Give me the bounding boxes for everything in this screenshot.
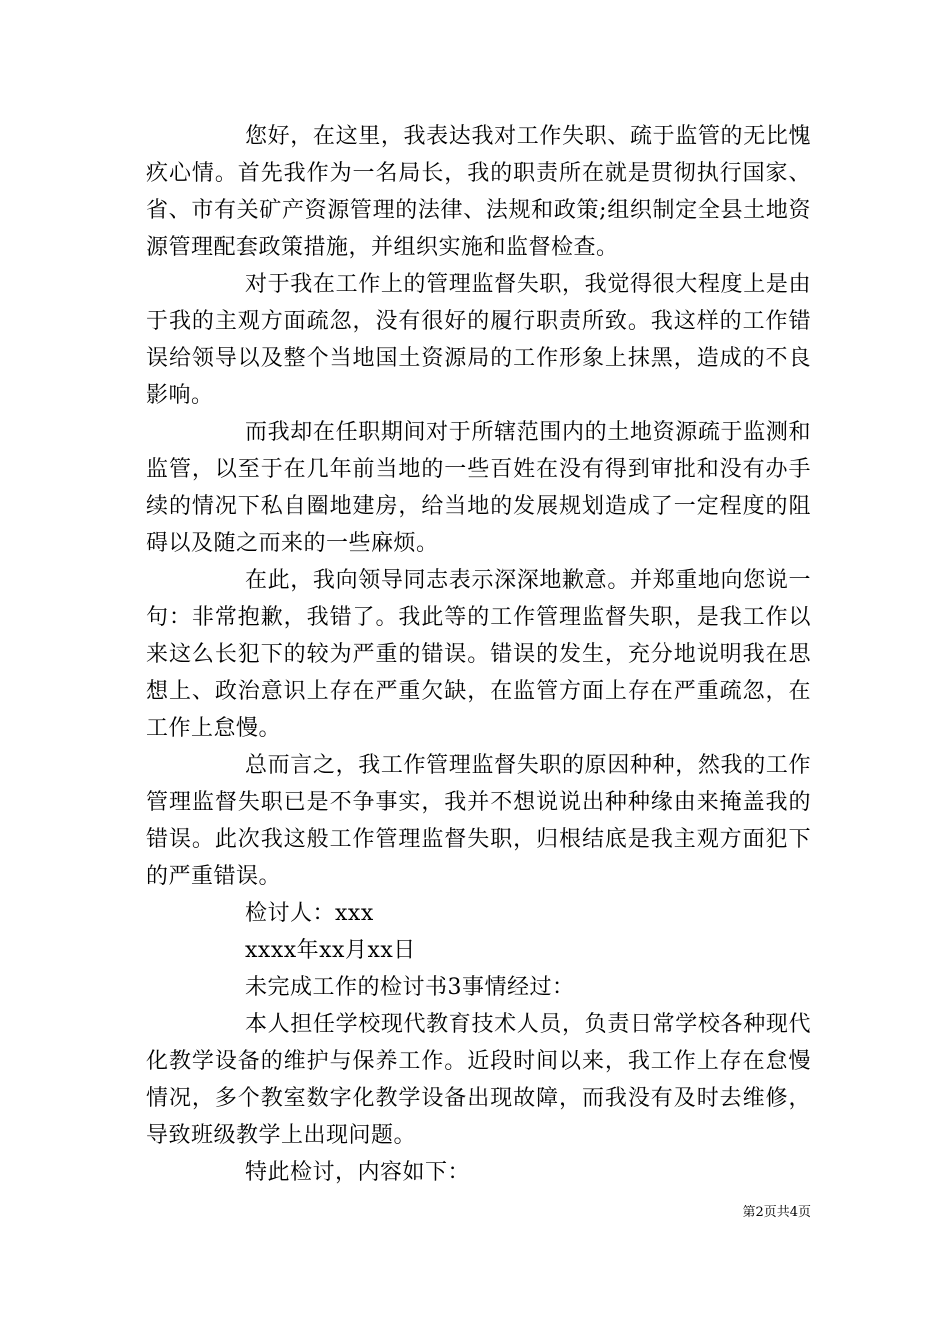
date-line: xxxx年xx月xx日 xyxy=(245,938,416,963)
paragraph-greeting: 您好，在这里，我表达我对工作失职、疏于监管的无比愧疚心情。首先我作为一名局长，我的职责所在就是贯彻执行国家、省、市有关矿产资源管理的法律、法规和政策;组织制定全县土地资源管理配套政策措施，并组织实施和监督检查。 xyxy=(146,124,811,260)
document-body xyxy=(146,118,811,1191)
paragraph-conclusion: 总而言之，我工作管理监督失职的原因种种，然我的工作管理监督失职已是不争事实，我并不想说说出种种缘由来掩盖我的错误。此次我这般工作管理监督失职，归根结底是我主观方面犯下的严重错误。 xyxy=(146,753,811,889)
paragraph-apology: 在此，我向领导同志表示深深地歉意。并郑重地向您说一句：非常抱歉，我错了。我此等的工作管理监督失职，是我工作以来这么长犯下的较为严重的错误。错误的发生，充分地说明我在思想上、政治意识上存在严重欠缺，在监管方面上存在严重疏忽，在工作上怠慢。 xyxy=(146,568,811,741)
paragraph-land-supervision: 而我却在任职期间对于所辖范围内的土地资源疏于监测和监管，以至于在几年前当地的一些百姓在没有得到审批和没有办手续的情况下私自圈地建房，给当地的发展规划造成了一定程度的阻碍以及随之而来的一些麻烦。 xyxy=(146,420,811,556)
page-number: 第2页共4页 xyxy=(742,1205,811,1220)
paragraph-technician: 本人担任学校现代教育技术人员，负责日常学校各种现代化教学设备的维护与保养工作。近段时间以来，我工作上存在怠慢情况，多个教室数字化教学设备出现故障，而我没有及时去维修，导致班级教学上出现问题。 xyxy=(146,1012,811,1148)
paragraph-negligence: 对于我在工作上的管理监督失职，我觉得很大程度上是由于我的主观方面疏忽，没有很好的履行职责所致。我这样的工作错误给领导以及整个当地国土资源局的工作形象上抹黑，造成的不良影响。 xyxy=(146,272,811,408)
signer-line: 检讨人：xxx xyxy=(245,901,374,926)
closing-line: 特此检讨，内容如下： xyxy=(245,1160,471,1185)
section-heading: 未完成工作的检讨书3事情经过： xyxy=(245,975,575,1000)
